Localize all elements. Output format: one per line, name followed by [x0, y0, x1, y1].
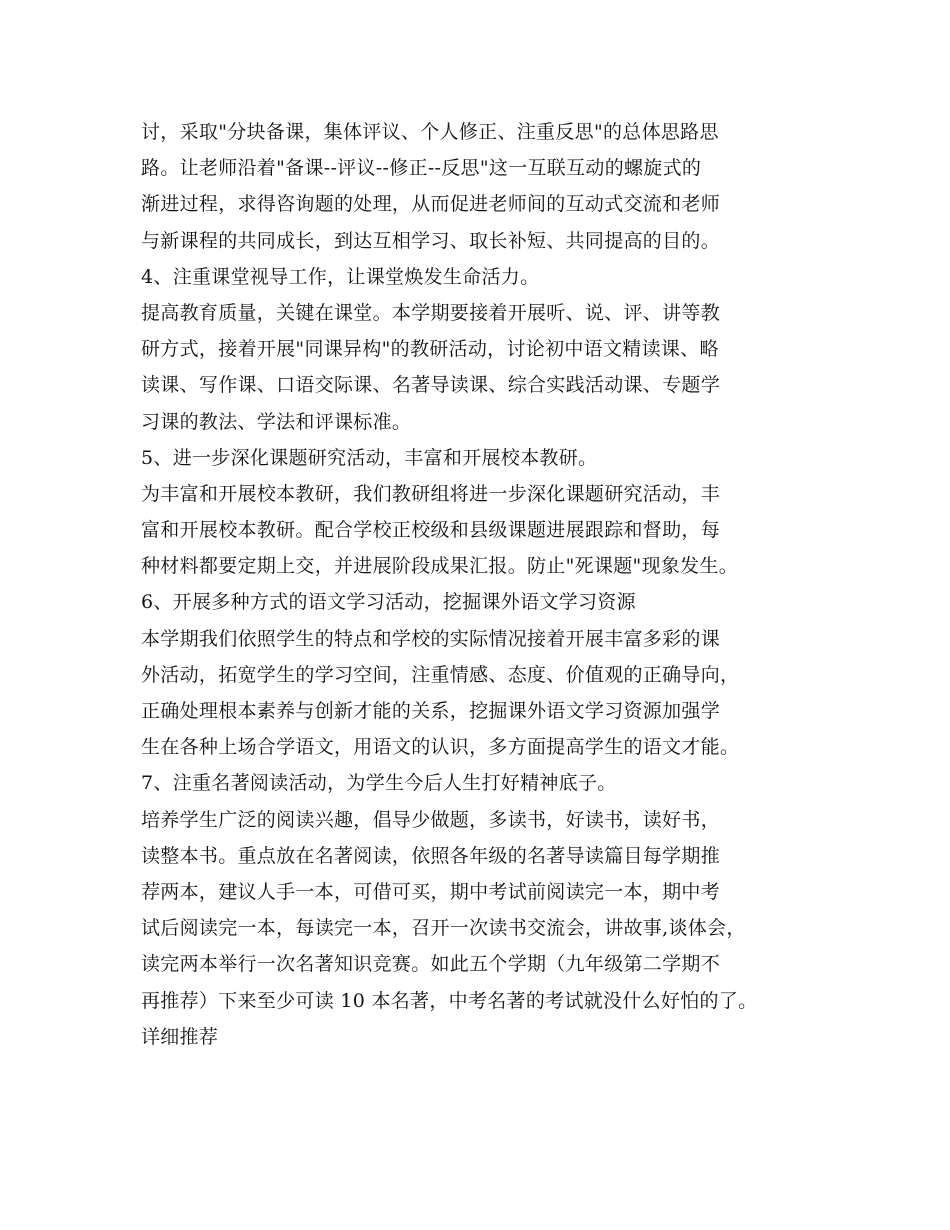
text-line: 外活动，拓宽学生的学习空间，注重情感、态度、价值观的正确导向，	[141, 663, 740, 686]
text-line: 培养学生广泛的阅读兴趣，倡导少做题，多读书，好读书，读好书，	[141, 808, 721, 831]
text-line: 详细推荐	[141, 1025, 219, 1048]
text-line: 读整本书。重点放在名著阅读，依照各年级的名著导读篇目每学期推	[141, 844, 721, 867]
text-line: 渐进过程，求得咨询题的处理，从而促进老师间的互动式交流和老师	[141, 193, 721, 216]
section-heading: 5、进一步深化课题研究活动，丰富和开展校本教研。	[141, 446, 598, 469]
text-line: 荐两本，建议人手一本，可借可买，期中考试前阅读完一本，期中考	[141, 880, 721, 903]
text-line: 生在各种上场合学语文，用语文的认识，多方面提高学生的语文才能。	[141, 736, 740, 759]
text-line: 试后阅读完一本，每读完一本，召开一次读书交流会，讲故事,谈体会，	[141, 917, 746, 940]
text-line: 种材料都要定期上交，并进展阶段成果汇报。防止"死课题"现象发生。	[141, 555, 739, 578]
section-heading: 4、注重课堂视导工作，让课堂焕发生命活力。	[141, 265, 540, 288]
text-line: 读完两本举行一次名著知识竞赛。如此五个学期（九年级第二学期不	[141, 953, 721, 976]
section-heading: 6、开展多种方式的语文学习活动，挖掘课外语文学习资源	[141, 591, 636, 614]
text-line: 讨，采取"分块备课，集体评议、个人修正、注重反思"的总体思路思	[141, 121, 719, 143]
text-line: 与新课程的共同成长，到达互相学习、取长补短、共同提高的目的。	[141, 229, 721, 252]
text-line: 再推荐）下来至少可读 10 本名著，中考名著的考试就没什么好怕的了。	[141, 989, 758, 1012]
text-line: 为丰富和开展校本教研，我们教研组将进一步深化课题研究活动，丰	[141, 482, 721, 505]
text-line: 富和开展校本教研。配合学校正校级和县级课题进展跟踪和督助，每	[141, 519, 721, 542]
text-line: 提高教育质量，关键在课堂。本学期要接着开展听、说、评、讲等教	[141, 301, 721, 324]
text-line: 正确处理根本素养与创新才能的关系，挖掘课外语文学习资源加强学	[141, 700, 721, 722]
text-line: 读课、写作课、口语交际课、名著导读课、综合实践活动课、专题学	[141, 374, 721, 397]
document-body	[141, 114, 821, 1055]
text-line: 习课的教法、学法和评课标准。	[141, 410, 412, 433]
text-line: 本学期我们依照学生的特点和学校的实际情况接着开展丰富多彩的课	[141, 627, 721, 650]
text-line: 研方式，接着开展"同课异构"的教研活动，讨论初中语文精读课、略	[141, 338, 719, 361]
text-line: 路。让老师沿着"备课--评议--修正--反思"这一互联互动的螺旋式的	[141, 157, 702, 180]
section-heading: 7、注重名著阅读活动，为学生今后人生打好精神底子。	[141, 772, 617, 795]
